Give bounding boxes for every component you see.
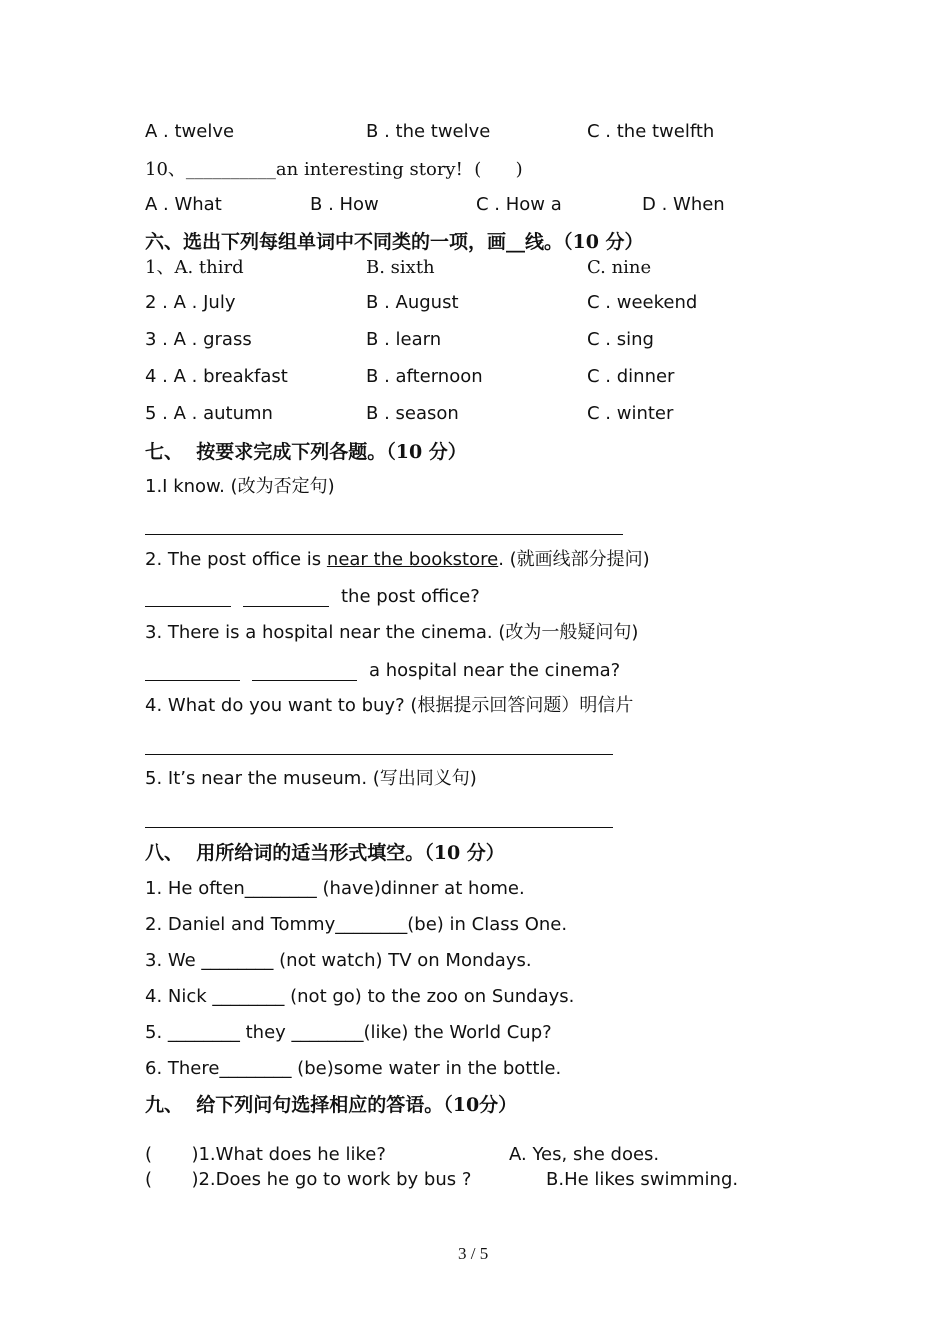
- word-option: C . winter: [587, 403, 674, 424]
- word-option: B . learn: [366, 329, 442, 350]
- fill-item: 2. Daniel and Tommy________(be) in Class One.: [145, 914, 568, 935]
- question-text: 4. What do you want to buy? (根据提示回答问题）明信片: [145, 695, 634, 716]
- answer-text: a hospital near the cinema?: [369, 660, 621, 681]
- option: C . How a: [476, 194, 562, 215]
- question-part: 2. The post office is: [145, 549, 327, 570]
- word-option: B. sixth: [366, 257, 435, 278]
- word-option: 5 . A . autumn: [145, 403, 273, 424]
- question-10: [145, 159, 523, 181]
- answer-line: [145, 534, 623, 535]
- section-heading-8: 八、 用所给词的适当形式填空。（10 分）: [145, 842, 505, 864]
- word-option: C. nine: [587, 257, 652, 278]
- answer-paren: (: [145, 1144, 153, 1165]
- question-text: 3. There is a hospital near the cinema. (改为一般疑问句): [145, 622, 639, 643]
- option: B . the twelve: [366, 121, 491, 142]
- option: B . How: [310, 194, 379, 215]
- answer-option: A. Yes, she does.: [509, 1144, 660, 1165]
- answer-paren: (: [145, 1169, 153, 1190]
- section-heading-6: 六、选出下列每组单词中不同类的一项，画__线。（10 分）: [145, 231, 644, 253]
- option: A . What: [145, 194, 222, 215]
- question-text: 1.I know. (改为否定句): [145, 476, 335, 497]
- question-number: 10、: [145, 159, 186, 180]
- answer-blank: [145, 680, 240, 681]
- word-option: 2 . A . July: [145, 292, 236, 313]
- answer-option: B.He likes swimming.: [546, 1169, 739, 1190]
- section-heading-7: 七、 按要求完成下列各题。（10 分）: [145, 441, 467, 463]
- word-option: B . season: [366, 403, 459, 424]
- fill-item: 4. Nick ________ (not go) to the zoo on Sundays.: [145, 986, 575, 1007]
- word-option: B . August: [366, 292, 459, 313]
- question-text: 5. It’s near the museum. (写出同义句): [145, 768, 477, 789]
- answer-line: [145, 827, 613, 828]
- page-number: 3 / 5: [458, 1244, 489, 1263]
- answer-blank: [243, 606, 329, 607]
- section-heading-9: 九、 给下列问句选择相应的答语。（10分）: [145, 1094, 518, 1116]
- fill-item: 1. He often________ (have)dinner at home.: [145, 878, 525, 899]
- question-text: )1.What does he like?: [180, 1144, 386, 1165]
- answer-blank: __________: [185, 159, 276, 180]
- answer-line: [145, 754, 613, 755]
- word-option: 3 . A . grass: [145, 329, 252, 350]
- fill-item: 6. There________ (be)some water in the bottle.: [145, 1058, 562, 1079]
- question-text: [145, 549, 650, 571]
- word-option: C . weekend: [587, 292, 698, 313]
- word-option: 1、A. third: [145, 257, 244, 278]
- fill-item: 3. We ________ (not watch) TV on Mondays.: [145, 950, 532, 971]
- fill-item: 5. ________ they ________(like) the World Cup?: [145, 1022, 552, 1043]
- underlined-phrase: near the bookstore: [326, 549, 499, 570]
- question-text: )2.Does he go to work by bus ?: [180, 1169, 472, 1190]
- answer-text: the post office?: [341, 586, 480, 607]
- option: D . When: [642, 194, 725, 215]
- word-option: C . sing: [587, 329, 654, 350]
- option: A . twelve: [145, 121, 235, 142]
- option: C . the twelfth: [587, 121, 715, 142]
- word-option: 4 . A . breakfast: [145, 366, 288, 387]
- word-option: B . afternoon: [366, 366, 483, 387]
- answer-blank: [145, 606, 231, 607]
- question-part: . (就画线部分提问): [498, 549, 650, 570]
- question-text: an interesting story! ( ): [275, 159, 523, 180]
- answer-blank: [252, 680, 357, 681]
- word-option: C . dinner: [587, 366, 675, 387]
